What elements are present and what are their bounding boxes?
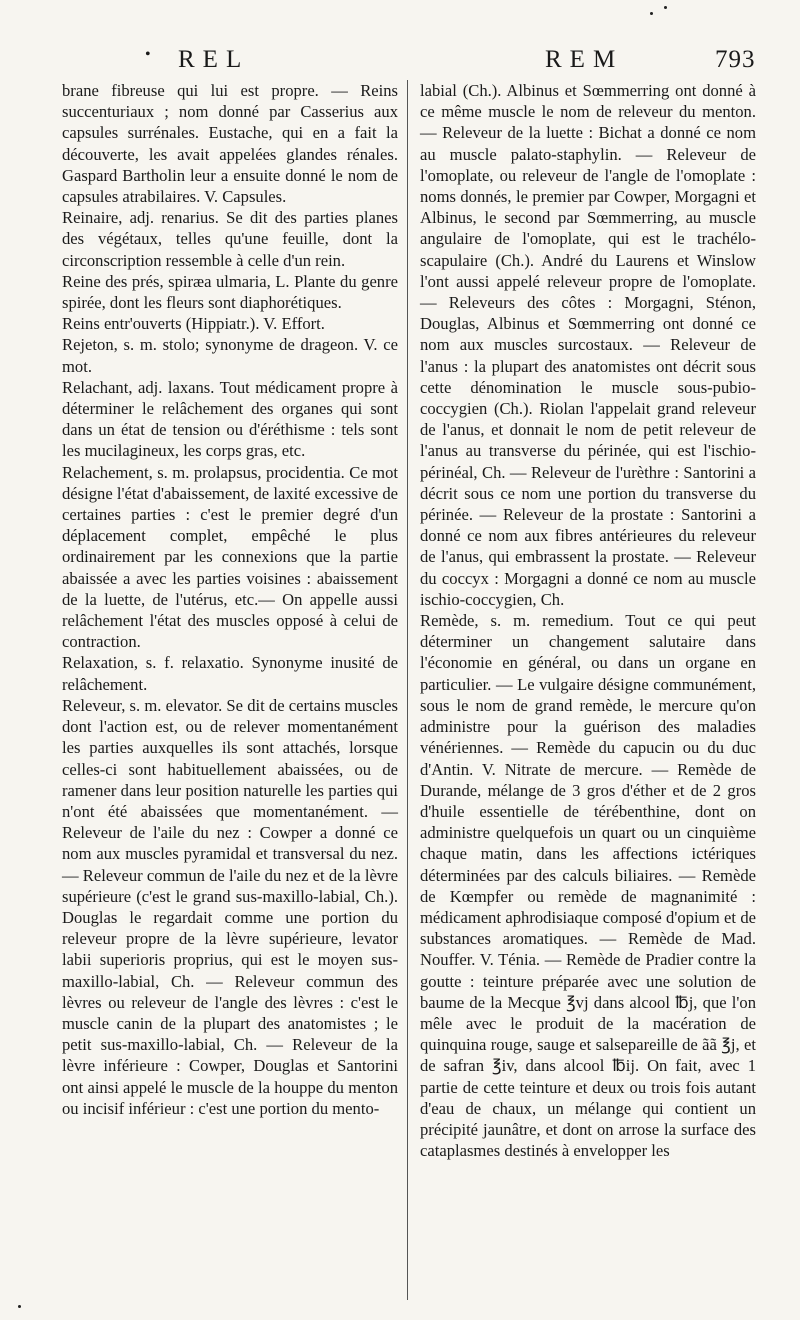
ink-speck [650,12,653,15]
paragraph: brane fibreuse qui lui est propre. — Reins succenturiaux ; nom donné par Casserius aux capsules surrénales. Eustache, qui en a fait la découverte, les avait appelées glandes rénales. Gaspard Bartholin leur a ensuite donné le nom de capsules atrabilaires. V. Capsules. [62,81,398,207]
paragraph: Reinaire, adj. renarius. Se dit des parties planes des végétaux, telles qu'une feuille, dont la circonscription ressemble à celle d'un rein. [62,208,398,270]
paragraph: Reins entr'ouverts (Hippiatr.). V. Effort. [62,314,325,334]
paragraph: Remède, s. m. remedium. Tout ce qui peut déterminer un changement salutaire dans l'économie en général, ou dans un organe en particulier. — Le vulgaire désigne communément, sous le nom de grand remède, le mercure qu'on administre pour la guérison des maladies vénériennes. — Remède du capucin ou du duc d'Antin. V. Nitrate de mercure. — Remède de Durande, mélange de 3 gros d'éther et de 2 gros d'huile essentielle de térébenthine, dont on administre quelquefois un quart ou un cinquième chaque matin, dans les affections ictériques déterminées par des calculs biliaires. — Remède de Kœmpfer ou remède de magnanimité : médicament aphrodisiaque composé d'opium et de substances aromatiques. — Remède de Mad. Nouffer. V. Ténia. — Remède de Pradier contre la goutte : teinture préparée avec une solution de baume de la Mecque ℥vj dans alcool ℔j, que l'on mêle avec le produit de la macération de quinquina rouge, sauge et salsepareille de ãã ℥j, et de safran ℥iv, dans alcool ℔ij. On fait, avec 1 partie de cette teinture et deux ou trois fois autant d'eau de chaux, un mélange qui contient un précipité jaunâtre, et dont on arrose la surface des cataplasmes destinés à envelopper les [420,611,756,1161]
ink-speck [664,6,667,9]
paragraph: Relaxation, s. f. relaxatio. Synonyme inusité de relâchement. [62,653,398,694]
right-column [420,80,756,1161]
header-ornament: • [145,46,151,63]
running-header [0,38,800,78]
ink-speck [18,1305,21,1308]
column-divider [407,80,408,1300]
paragraph: Reine des prés, spiræa ulmaria, L. Plante du genre spirée, dont les fleurs sont diaphorétiques. [62,271,398,313]
paragraph: Rejeton, s. m. stolo; synonyme de drageon. V. ce mot. [62,335,398,376]
paragraph: labial (Ch.). Albinus et Sœmmerring ont donné à ce même muscle le nom de releveur du menton. — Releveur de la luette : Bichat a donné ce nom au muscle palato-staphylin. — Releveur de l'omoplate, ou releveur de l'angle de l'omoplate : noms donnés, le premier par Cowper, Morgagni et Albinus, le second par Sœmmerring, au muscle angulaire de l'omoplate, qui est le trachélo-scapulaire (Ch.). André du Laurens et Winslow l'ont aussi appelé releveur propre de l'omoplate. — Releveurs des côtes : Morgagni, Sténon, Douglas, Albinus et Sœmmerring ont donné ce nom aux muscles surcostaux. — Releveur de l'anus : la plupart des anatomistes ont décrit sous cette dénomination le muscle sous-pubio-coccygien (Ch.). Riolan l'appelait grand releveur de l'anus, et donnait le nom de petit releveur de l'anus au transverse du périnée, qui est l'ischio-périnéal, Ch. — Releveur de l'urèthre : Santorini a décrit sous ce nom une portion du transverse du périnée. — Releveur de la prostate : Santorini a donné ce nom aux fibres antérieures du releveur de l'anus, qui embrassent la prostate. — Releveur du coccyx : Morgagni a donné ce nom au muscle ischio-coccygien, Ch. [420,81,756,609]
paragraph: Releveur, s. m. elevator. Se dit de certains muscles dont l'action est, ou de relever momentanément les parties auxquelles ils sont attachés, lorsque celles-ci sont habituellement abaissées, ou de ramener dans leur position naturelle les parties qui n'ont été abaissées que momentanément. — Releveur de l'aile du nez : Cowper a donné ce nom aux muscles pyramidal et transversal du nez. — Releveur commun de l'aile du nez et de la lèvre supérieure (c'est le grand sus-maxillo-labial, Ch.). Douglas le regardait comme une portion du releveur propre de la lèvre supérieure, levator labii superioris proprius, qui est le moyen sus-maxillo-labial, Ch. — Releveur commun des lèvres ou releveur de l'angle des lèvres : c'est le muscle canin de la plupart des anatomistes ; le petit sus-maxillo-labial, Ch. — Releveur de la lèvre inférieure : Cowper, Douglas et Santorini ont ainsi appelé le muscle de la houppe du menton ou incisif inférieur : c'est une portion du mento- [62,695,398,1118]
header-left-title: REL [178,46,250,73]
paragraph: Relachement, s. m. prolapsus, procidentia. Ce mot désigne l'état d'abaissement, de laxité excessive de certaines parties : c'est le premier degré d'un déplacement complet, empêché le plus ordinairement par les connexions que la partie abaissée a avec les parties voisines : abaissement de la luette, de l'utérus, etc.— On appelle aussi relâchement l'état des muscles opposé à celui de contraction. [62,462,398,652]
left-column [62,80,398,1119]
page-number: 793 [715,46,756,73]
header-right-title: REM [545,46,624,73]
paragraph: Relachant, adj. laxans. Tout médicament propre à déterminer le relâchement des organes qui sont dans un état de tension ou d'éréthisme : tels sont les mucilagineux, les corps gras, etc. [62,377,398,461]
